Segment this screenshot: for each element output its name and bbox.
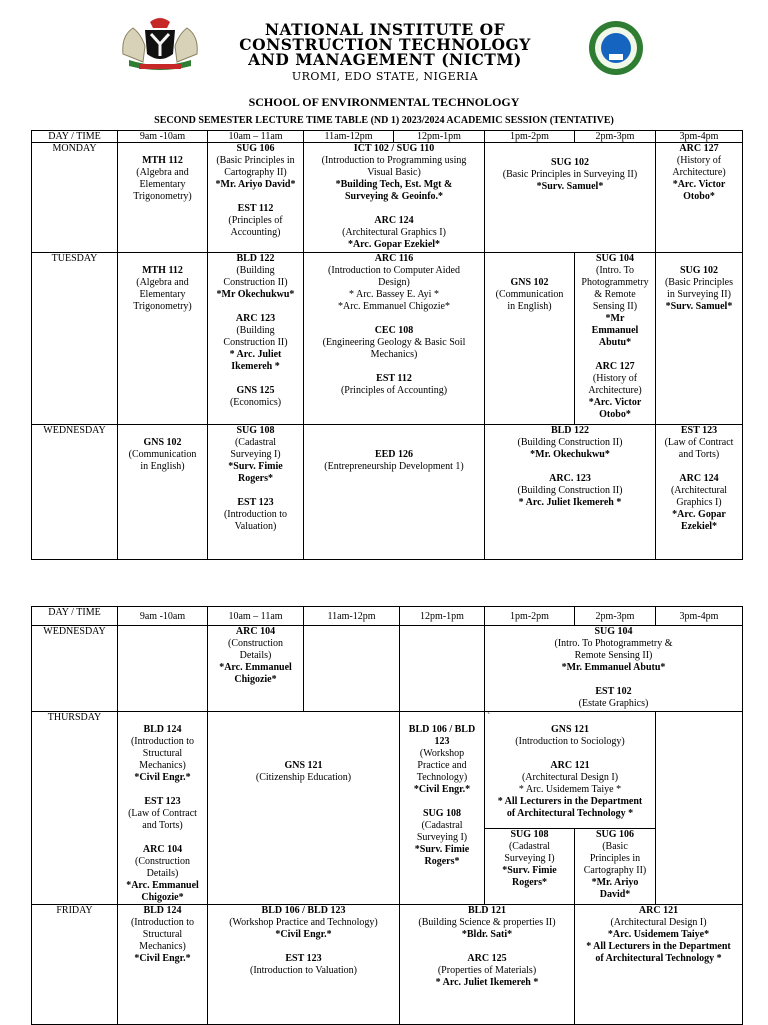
- class-cell: SUG 104 (Intro. To Photogrammetry & Remote Sensing II) *Mr Emmanuel Abutu* ARC 127 (History of Architecture) *Arc. Victor Otobo*: [575, 253, 656, 425]
- day-label: FRIDAY: [32, 905, 118, 1025]
- coat-of-arms-icon: [115, 14, 205, 72]
- institute-location: UROMI, EDO STATE, NIGERIA: [291, 70, 479, 83]
- table-row: [32, 626, 743, 712]
- timetable-part-2: [31, 606, 743, 1025]
- header-row: [32, 607, 743, 626]
- empty-cell: [118, 626, 208, 712]
- header-row: [32, 131, 743, 143]
- column-header: 1pm-2pm: [485, 607, 575, 626]
- class-cell: BLD 124 (Introduction to Structural Mechanics) *Civil Engr.* EST 123 (Law of Contract and Torts) ARC 104 (Construction Details) *Arc. Emmanuel Chigozie*: [118, 712, 208, 905]
- class-cell: MTH 112 (Algebra and Elementary Trigonometry): [118, 143, 208, 253]
- timetable-subtitle: SECOND SEMESTER LECTURE TIME TABLE (ND 1) 2023/2024 ACADEMIC SESSION (TENTATIVE): [154, 115, 614, 126]
- column-header: 12pm-1pm: [394, 131, 485, 143]
- class-cell: ICT 102 / SUG 110 (Introduction to Programming using Visual Basic) *Building Tech, Est. Mgt & Surveying & Geoinfo.* ARC 124 (Architectural Graphics I) *Arc. Gopar Ezekiel*: [304, 143, 485, 253]
- class-cell: MTH 112 (Algebra and Elementary Trigonometry): [118, 253, 208, 425]
- class-cell: ARC 121 (Architectural Design I) *Arc. Usidemem Taiye* * All Lecturers in the Department of Architectural Technology *: [575, 905, 743, 1025]
- column-header: 2pm-3pm: [575, 607, 656, 626]
- class-cell: GNS 121 (Citizenship Education): [208, 712, 400, 905]
- class-cell: ARC 116 (Introduction to Computer Aided Design) * Arc. Bassey E. Ayi * *Arc. Emmanuel Chigozie* CEC 108 (Engineering Geology & Basic Soil Mechanics) EST 112 (Principles of Accounting): [304, 253, 485, 425]
- class-cell: GNS 102 (Communication in English): [485, 253, 575, 425]
- column-header: 9am -10am: [118, 607, 208, 626]
- table-row: [32, 253, 743, 425]
- class-cell: ARC 127 (History of Architecture) *Arc. Victor Otobo*: [656, 143, 743, 253]
- class-cell: GNS 102 (Communication in English): [118, 425, 208, 560]
- class-cell: ` GNS 121 (Introduction to Sociology) ARC 121 (Architectural Design I) * Arc. Usidemem Taiye * * All Lecturers in the Department of Architectural Technology *: [485, 712, 656, 829]
- table-row: [32, 143, 743, 253]
- class-cell: SUG 104 (Intro. To Photogrammetry & Remote Sensing II) *Mr. Emmanuel Abutu* EST 102 (Estate Graphics): [485, 626, 743, 712]
- school-title: SCHOOL OF ENVIRONMENTAL TECHNOLOGY: [248, 95, 520, 109]
- class-cell: SUG 102 (Basic Principles in Surveying II) *Surv. Samuel*: [485, 143, 656, 253]
- document-header: [0, 0, 768, 132]
- empty-cell: [304, 626, 400, 712]
- table-row: [32, 905, 743, 1025]
- class-cell: SUG 108 (Cadastral Surveying I) *Surv. Fimie Rogers*: [485, 828, 575, 904]
- table-row: [32, 712, 743, 829]
- day-label: TUESDAY: [32, 253, 118, 425]
- column-header: 3pm-4pm: [656, 607, 743, 626]
- class-cell: BLD 122 (Building Construction II) *Mr. Okechukwu* ARC. 123 (Building Construction II) * Arc. Juliet Ikemereh *: [485, 425, 656, 560]
- day-label: MONDAY: [32, 143, 118, 253]
- column-header: 12pm-1pm: [400, 607, 485, 626]
- nictm-logo-icon: [578, 20, 654, 76]
- day-label: WEDNESDAY: [32, 425, 118, 560]
- class-cell: SUG 102 (Basic Principles in Surveying II) *Surv. Samuel*: [656, 253, 743, 425]
- column-header: 11am-12pm: [304, 131, 394, 143]
- column-header: 2pm-3pm: [575, 131, 656, 143]
- column-header: 11am-12pm: [304, 607, 400, 626]
- class-cell: SUG 108 (Cadastral Surveying I) *Surv. Fimie Rogers* EST 123 (Introduction to Valuation): [208, 425, 304, 560]
- empty-cell: [656, 712, 743, 905]
- timetable-part-1: [31, 130, 743, 560]
- class-cell: BLD 106 / BLD 123 (Workshop Practice and Technology) *Civil Engr.* SUG 108 (Cadastral Surveying I) *Surv. Fimie Rogers*: [400, 712, 485, 905]
- class-cell: BLD 121 (Building Science & properties II) *Bldr. Sati* ARC 125 (Properties of Materials) * Arc. Juliet Ikemereh *: [400, 905, 575, 1025]
- class-cell: EST 123 (Law of Contract and Torts) ARC 124 (Architectural Graphics I) *Arc. Gopar Ezekiel*: [656, 425, 743, 560]
- class-cell: BLD 124 (Introduction to Structural Mechanics) *Civil Engr.*: [118, 905, 208, 1025]
- column-header: DAY / TIME: [32, 131, 118, 143]
- table-row: [32, 425, 743, 560]
- class-cell: ARC 104 (Construction Details) *Arc. Emmanuel Chigozie*: [208, 626, 304, 712]
- column-header: 9am -10am: [118, 131, 208, 143]
- column-header: 10am – 11am: [208, 131, 304, 143]
- class-cell: SUG 106 (Basic Principles in Cartography II) *Mr. Ariyo David*: [575, 828, 656, 904]
- institute-name: NATIONAL INSTITUTE OF CONSTRUCTION TECHNOLOGY AND MANAGEMENT (NICTM): [239, 20, 531, 69]
- column-header: 3pm-4pm: [656, 131, 743, 143]
- column-header: DAY / TIME: [32, 607, 118, 626]
- empty-cell: [400, 626, 485, 712]
- class-cell: SUG 106 (Basic Principles in Cartography II) *Mr. Ariyo David* EST 112 (Principles of Accounting): [208, 143, 304, 253]
- class-cell: EED 126 (Entrepreneurship Development 1): [304, 425, 485, 560]
- day-label: WEDNESDAY: [32, 626, 118, 712]
- day-label: THURSDAY: [32, 712, 118, 905]
- column-header: 10am – 11am: [208, 607, 304, 626]
- class-cell: BLD 106 / BLD 123 (Workshop Practice and Technology) *Civil Engr.* EST 123 (Introduction to Valuation): [208, 905, 400, 1025]
- class-cell: BLD 122 (Building Construction II) *Mr Okechukwu* ARC 123 (Building Construction II) * Arc. Juliet Ikemereh * GNS 125 (Economics): [208, 253, 304, 425]
- column-header: 1pm-2pm: [485, 131, 575, 143]
